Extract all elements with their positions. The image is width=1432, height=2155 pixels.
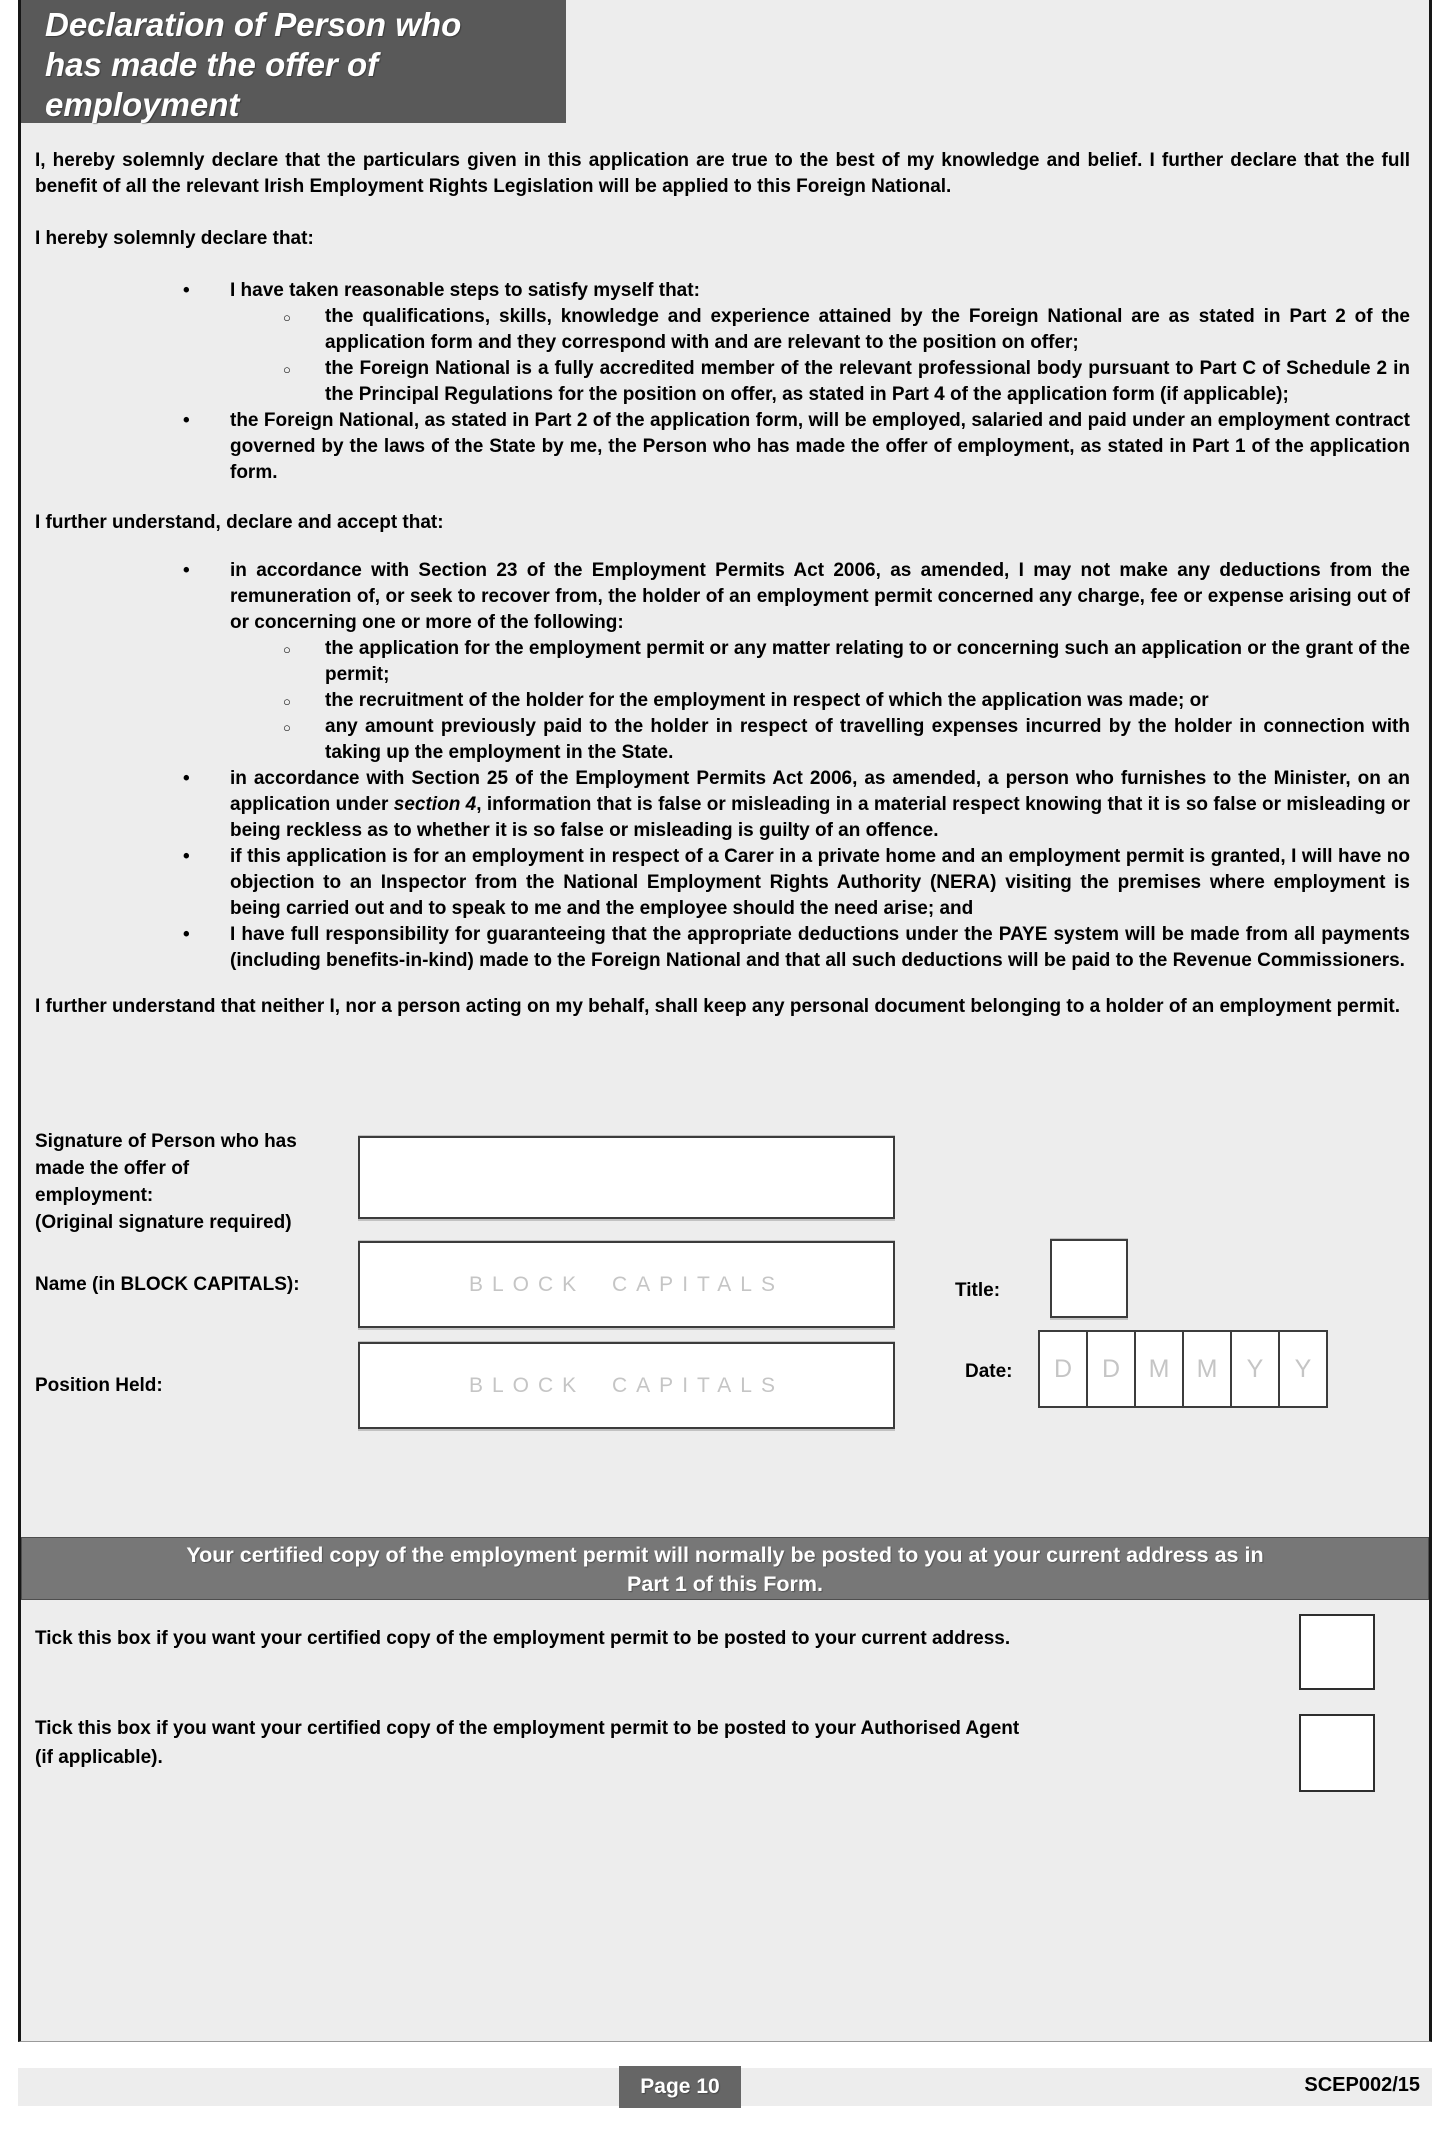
title-label: Title: (955, 1280, 1001, 1301)
position-label: Position Held: (35, 1375, 163, 1396)
position-field[interactable] (358, 1342, 895, 1429)
date-cell-day2[interactable]: D (1086, 1330, 1136, 1408)
understand-heading: I further understand, declare and accept that: (35, 512, 444, 533)
list-item: ○ the Foreign National is a fully accredited member of the relevant professional body pursuant to Part C of Schedule 2 in the Principal Regulations for the position on offer, as stated in Part 4 of the application form (if applicable); (325, 356, 1410, 408)
list-item-text: , information that is false or misleading in a material respect knowing that it is so false or misleading or being reckless as to whether it is so false or misleading is guilty of an offence. (230, 794, 1410, 841)
form-code: SCEP002/15 (1304, 2074, 1420, 2096)
tick-current-address-label: Tick this box if you want your certified copy of the employment permit to be posted to your current address. (35, 1628, 1011, 1649)
understand-list (35, 558, 1410, 974)
posting-notice-banner: Your certified copy of the employment permit will normally be posted to you at your current address as in Part 1 of this Form. (21, 1537, 1429, 1600)
checkbox-current-address[interactable] (1299, 1614, 1375, 1690)
list-item: • I have taken reasonable steps to satisfy myself that: (230, 278, 1410, 304)
list-item-text: in accordance with Section 25 of the Employment Permits Act 2006, as amended, a person who furnishes to the Minister, on an application under (230, 768, 1410, 815)
section-title (21, 0, 566, 123)
list-item: ○ the recruitment of the holder for the employment in respect of which the application was made; or (325, 688, 1410, 714)
name-field[interactable] (358, 1241, 895, 1328)
list-item-italic: section 4 (393, 794, 477, 815)
page-number: Page 10 (619, 2066, 741, 2108)
checkbox-authorised-agent[interactable] (1299, 1714, 1375, 1792)
date-field (1038, 1330, 1328, 1408)
declaration-text (35, 123, 1410, 1020)
list-item: • I have full responsibility for guaranteeing that the appropriate deductions under the PAYE system will be made from all payments (including benefits-in-kind) made to the Foreign National and that all such deductions will be paid to the Revenue Commissioners. (230, 922, 1410, 974)
list-item: ○ the qualifications, skills, knowledge and experience attained by the Foreign National are as stated in Part 2 of the application form and they correspond with and are relevant to the position on offer; (325, 304, 1410, 356)
position-placeholder: BLOCK CAPITALS (468, 1373, 784, 1397)
form-page-body (18, 0, 1432, 2042)
closing-paragraph: I further understand that neither I, nor a person acting on my behalf, shall keep any personal document belonging to a holder of an employment permit. (35, 996, 1401, 1017)
date-cell-month2[interactable]: M (1182, 1330, 1232, 1408)
section-title-line: has made the offer of (45, 46, 379, 83)
date-cell-day1[interactable]: D (1038, 1330, 1088, 1408)
declare-heading: I hereby solemnly declare that: (35, 228, 314, 249)
signature-field[interactable] (358, 1136, 895, 1219)
section-title-line: employment (45, 86, 240, 123)
date-cell-month1[interactable]: M (1134, 1330, 1184, 1408)
page-footer (18, 2068, 1432, 2106)
date-label: Date: (965, 1361, 1013, 1382)
list-item: ○ any amount previously paid to the holder in respect of travelling expenses incurred by the holder in connection with taking up the employment in the State. (325, 714, 1410, 766)
date-cell-year1[interactable]: Y (1230, 1330, 1280, 1408)
intro-paragraph: I, hereby solemnly declare that the particulars given in this application are true to the best of my knowledge and belief. I further declare that the full benefit of all the relevant Irish Employment Rights Legislation will be applied to this Foreign National. (35, 150, 1410, 197)
declare-list (35, 278, 1410, 486)
list-item: • the Foreign National, as stated in Part 2 of the application form, will be employed, salaried and paid under an employment contract governed by the laws of the State by me, the Person who has made the offer of employment, as stated in Part 1 of the application form. (230, 408, 1410, 486)
signature-label: Signature of Person who has made the offer of employment: (Original signature required) (35, 1131, 297, 1233)
name-label: Name (in BLOCK CAPITALS): (35, 1274, 300, 1295)
tick-authorised-agent-label: Tick this box if you want your certified copy of the employment permit to be posted to your Authorised Agent (if applicable). (35, 1718, 1020, 1768)
name-placeholder: BLOCK CAPITALS (468, 1272, 784, 1296)
section-title-line: Declaration of Person who (45, 6, 462, 43)
title-field[interactable] (1050, 1239, 1128, 1318)
date-cell-year2[interactable]: Y (1278, 1330, 1328, 1408)
list-item: ○ the application for the employment permit or any matter relating to or concerning such an application or the grant of the permit; (325, 636, 1410, 688)
list-item: • in accordance with Section 23 of the Employment Permits Act 2006, as amended, I may not make any deductions from the remuneration of, or seek to recover from, the holder of an employment permit concerned any charge, fee or expense arising out of or concerning one or more of the following: (230, 558, 1410, 636)
list-item: • if this application is for an employment in respect of a Carer in a private home and an employment permit is granted, I will have no objection to an Inspector from the National Employment Rights Authority (NERA) visiting the premises where employment is being carried out and to speak to me and the employee should the need arise; and (230, 844, 1410, 922)
list-item (230, 766, 1410, 844)
